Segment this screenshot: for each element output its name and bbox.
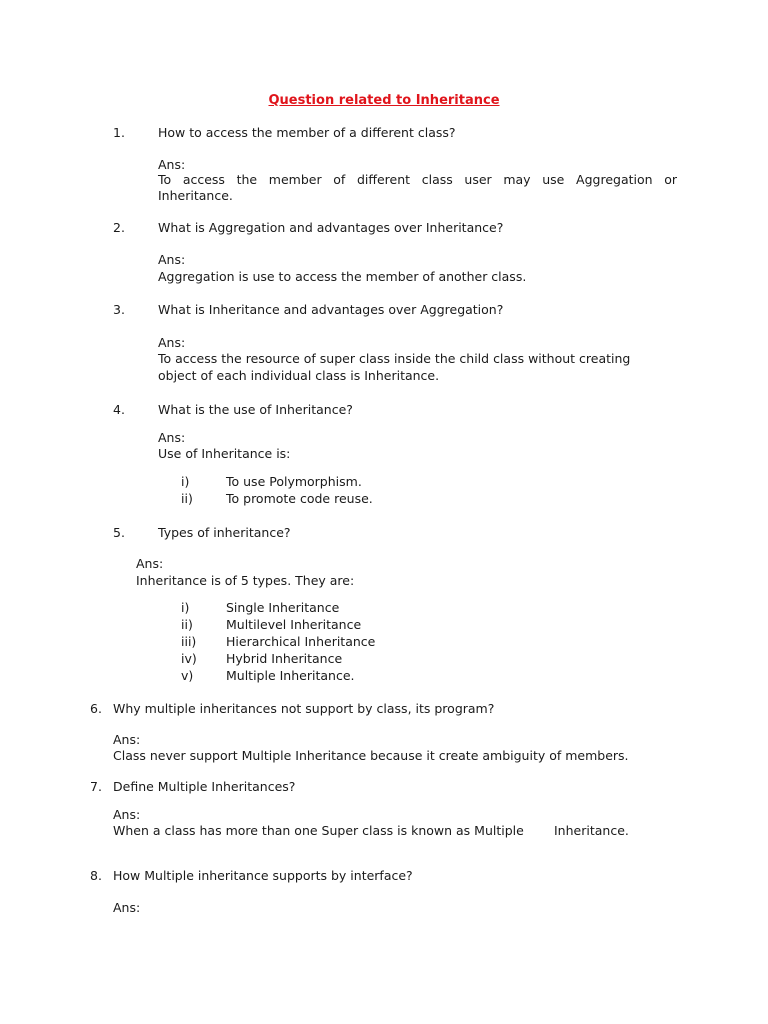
answer-text: Inheritance is of 5 types. They are: — [136, 573, 355, 588]
question-text: What is Inheritance and advantages over Aggregation? — [158, 302, 504, 317]
list-item: Single Inheritance — [226, 600, 340, 615]
list-marker: i) — [181, 600, 190, 615]
list-item: To use Polymorphism. — [226, 474, 362, 489]
answer-label: Ans: — [158, 430, 186, 445]
question-number: 5. — [113, 525, 125, 540]
list-marker: i) — [181, 474, 190, 489]
answer-label: Ans: — [158, 335, 186, 350]
answer-text: To access the member of different class user may use Aggregation or — [158, 172, 677, 187]
list-item: Hybrid Inheritance — [226, 651, 343, 666]
answer-text: Inheritance. — [554, 823, 629, 838]
document-title: Question related to Inheritance — [268, 93, 500, 108]
question-text: What is the use of Inheritance? — [158, 402, 353, 417]
question-number: 7. — [90, 779, 102, 794]
question-number: 6. — [90, 701, 102, 716]
list-marker: ii) — [181, 617, 193, 632]
list-marker: ii) — [181, 491, 193, 506]
question-text: How to access the member of a different class? — [158, 125, 456, 140]
answer-text: To access the resource of super class inside the child class without creating — [158, 351, 631, 366]
list-marker: v) — [181, 668, 194, 683]
answer-label: Ans: — [158, 157, 186, 172]
question-text: Define Multiple Inheritances? — [113, 779, 296, 794]
question-text: Types of inheritance? — [158, 525, 291, 540]
list-item: Hierarchical Inheritance — [226, 634, 376, 649]
question-number: 1. — [113, 125, 125, 140]
answer-text: Class never support Multiple Inheritance because it create ambiguity of members. — [113, 748, 629, 763]
question-number: 3. — [113, 302, 125, 317]
question-number: 2. — [113, 220, 125, 235]
list-item: Multiple Inheritance. — [226, 668, 355, 683]
answer-text: Use of Inheritance is: — [158, 446, 291, 461]
question-text: What is Aggregation and advantages over Inheritance? — [158, 220, 504, 235]
answer-text: object of each individual class is Inheritance. — [158, 368, 440, 383]
answer-label: Ans: — [113, 807, 141, 822]
question-number: 4. — [113, 402, 125, 417]
question-text: Why multiple inheritances not support by class, its program? — [113, 701, 495, 716]
question-number: 8. — [90, 868, 102, 883]
question-text: How Multiple inheritance supports by interface? — [113, 868, 413, 883]
list-marker: iii) — [181, 634, 197, 649]
answer-text: Aggregation is use to access the member of another class. — [158, 269, 527, 284]
answer-text: Inheritance. — [158, 188, 233, 203]
list-marker: iv) — [181, 651, 197, 666]
answer-label: Ans: — [113, 732, 141, 747]
answer-label: Ans: — [158, 252, 186, 267]
list-item: Multilevel Inheritance — [226, 617, 362, 632]
answer-label: Ans: — [136, 556, 164, 571]
list-item: To promote code reuse. — [226, 491, 373, 506]
answer-text: When a class has more than one Super class is known as Multiple — [113, 823, 524, 838]
answer-label: Ans: — [113, 900, 141, 915]
